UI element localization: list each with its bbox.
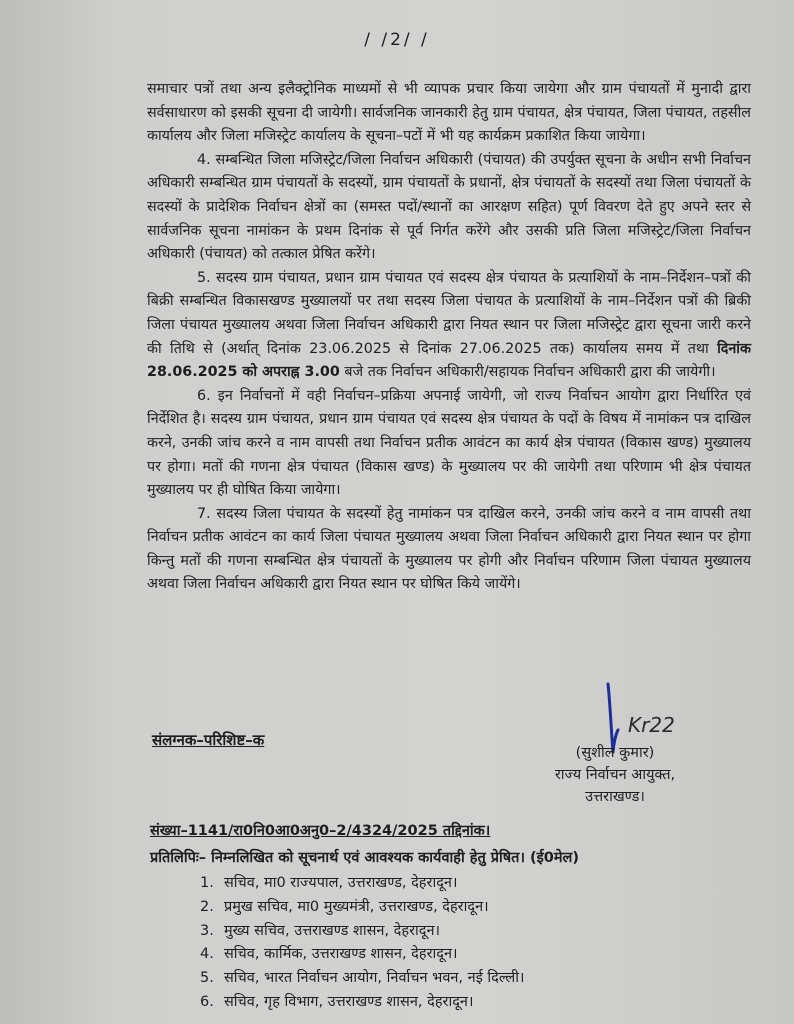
paragraph-5-text: 5. सदस्य ग्राम पंचायत, प्रधान ग्राम पंचायत एवं सदस्य क्षेत्र पंचायत के प्रत्याशियों के नाम–निर्देशन–पत्रों की बिक्री सम्बन्धित विकासखण्ड मुख्यालयों पर तथा सदस्य जिला पंचायत के प्रत्याशियों के नाम–निर्देशन पत्रों की ब्रिकी जिला पंचायत मुख्यालय अथवा जिला निर्वाचन अधिकारी द्वारा नियत स्थान पर जिला मजिस्ट्रेट द्वारा सूचना जारी करने की तिथि से (अर्थात् दिनांक 23.06.2025 से दिनांक 27.06.2025 तक) कार्यालय समय में तथा <box>147 269 751 357</box>
signature-scribble: Kr22 <box>628 713 675 737</box>
paragraph-4: 4. सम्बन्धित जिला मजिस्ट्रेट/जिला निर्वाचन अधिकारी (पंचायत) की उपर्युक्त सूचना के अधीन सभी निर्वाचन अधिकारी सम्बन्धित ग्राम पंचायतों के सदस्यों, ग्राम पंचायतों के प्रधानों, क्षेत्र पंचायतों के सदस्यों तथा जिला पंचायतों के सदस्यों के प्रादेशिक निर्वाचन क्षेत्रों का (समस्त पदों/स्थानों का आरक्षण सहित) पूर्ण विवरण देते हुए अपने स्तर से सार्वजनिक सूचना नामांकन के प्रथम दिनांक से पूर्व निर्गत करेंगे और उसकी प्रति जिला मजिस्ट्रेट/जिला निर्वाचन अधिकारी (पंचायत) को तत्काल प्रेषित करेंगे। <box>147 151 751 263</box>
list-item: 3. मुख्य सचिव, उत्तराखण्ड शासन, देहरादून। <box>200 922 440 939</box>
signatory-name: (सुशील कुमार) <box>575 745 655 761</box>
paragraph-7: 7. सदस्य जिला पंचायत के सदस्यों हेतु नामांकन पत्र दाखिल करने, उनकी जांच करने व नाम वापसी तथा निर्वाचन प्रतीक आवंटन का कार्य जिला पंचायत मुख्यालय अथवा जिला निर्वाचन अधिकारी द्वारा नियत स्थान पर होगा किन्तु मतों की गणना सम्बन्धित क्षेत्र पंचायतों के मुख्यालय पर होगी और निर्वाचन परिणाम जिला पंचायत मुख्यालय अथवा जिला निर्वाचन अधिकारी द्वारा नियत स्थान पर घोषित किये जायेंगे। <box>147 505 751 593</box>
list-item: 1. सचिव, मा0 राज्यपाल, उत्तराखण्ड, देहरादून। <box>200 875 458 891</box>
list-item: 2. प्रमुख सचिव, मा0 मुख्यमंत्री, उत्तराखण्ड, देहरादून। <box>200 898 489 915</box>
signature-block <box>520 742 710 808</box>
paragraph-6: 6. इन निर्वाचनों में वही निर्वाचन–प्रक्रिया अपनाई जायेगी, जो राज्य निर्वाचन आयोग द्वारा निर्धारित एवं निर्देशित है। सदस्य ग्राम पंचायत, प्रधान ग्राम पंचायत एवं सदस्य क्षेत्र पंचायत के पदों के विषय में नामांकन पत्र दाखिल करने, उनकी जांच करने व नाम वापसी तथा निर्वाचन प्रतीक आवंटन का कार्य क्षेत्र पंचायत (विकास खण्ड) मुख्यालय पर होगा। मतों की गणना क्षेत्र पंचायत (विकास खण्ड) के मुख्यालय पर की जायेगी तथा परिणाम भी क्षेत्र पंचायत मुख्यालय पर ही घोषित किया जायेगा। <box>147 387 751 499</box>
paragraph-5 <box>147 267 751 385</box>
recipient-list <box>200 872 525 1015</box>
paragraph-publicity: समाचार पत्रों तथा अन्य इलैक्ट्रोनिक माध्यमों से भी व्यापक प्रचार किया जायेगा और ग्राम पंचायतों में मुनादी द्वारा सर्वसाधारण को इसकी सूचना दी जायेगी। सार्वजनिक जानकारी हेतु ग्राम पंचायत, क्षेत्र पंचायत, जिला पंचायत, तहसील कार्यालय और जिला मजिस्ट्रेट कार्यालय के सूचना–पटों में भी यह कार्यक्रम प्रकाशित किया जायेगा। <box>147 81 751 145</box>
list-item: 4. सचिव, कार्मिक, उत्तराखण्ड शासन, देहरादून। <box>200 946 458 963</box>
signatory-place: उत्तराखण्ड। <box>585 789 645 805</box>
paragraph-5-deadline: दिनांक 28.06.2025 को अपराह्न 3.00 <box>147 340 751 381</box>
attachment-label: संलग्नक–परिशिष्ट–क <box>152 731 265 749</box>
document-body <box>147 78 751 597</box>
paragraph-5-tail: बजे तक निर्वाचन अधिकारी/सहायक निर्वाचन अधिकारी द्वारा की जायेगी। <box>339 364 716 381</box>
reference-number: संख्या–1141/रा0नि0आ0अनु0–2/4324/2025 तद्दिनांक। <box>150 823 491 839</box>
list-item: 6. सचिव, गृह विभाग, उत्तराखण्ड शासन, देहरादून। <box>200 993 474 1010</box>
page-number: / /2/ / <box>364 30 430 50</box>
list-item: 5. सचिव, भारत निर्वाचन आयोग, निर्वाचन भवन, नई दिल्ली। <box>200 970 525 987</box>
copy-to-heading: प्रतिलिपिः– निम्नलिखित को सूचनार्थ एवं आवश्यक कार्यवाही हेतु प्रेषित। (ई0मेल) <box>150 850 579 866</box>
signatory-designation: राज्य निर्वाचन आयुक्त, <box>554 767 676 783</box>
